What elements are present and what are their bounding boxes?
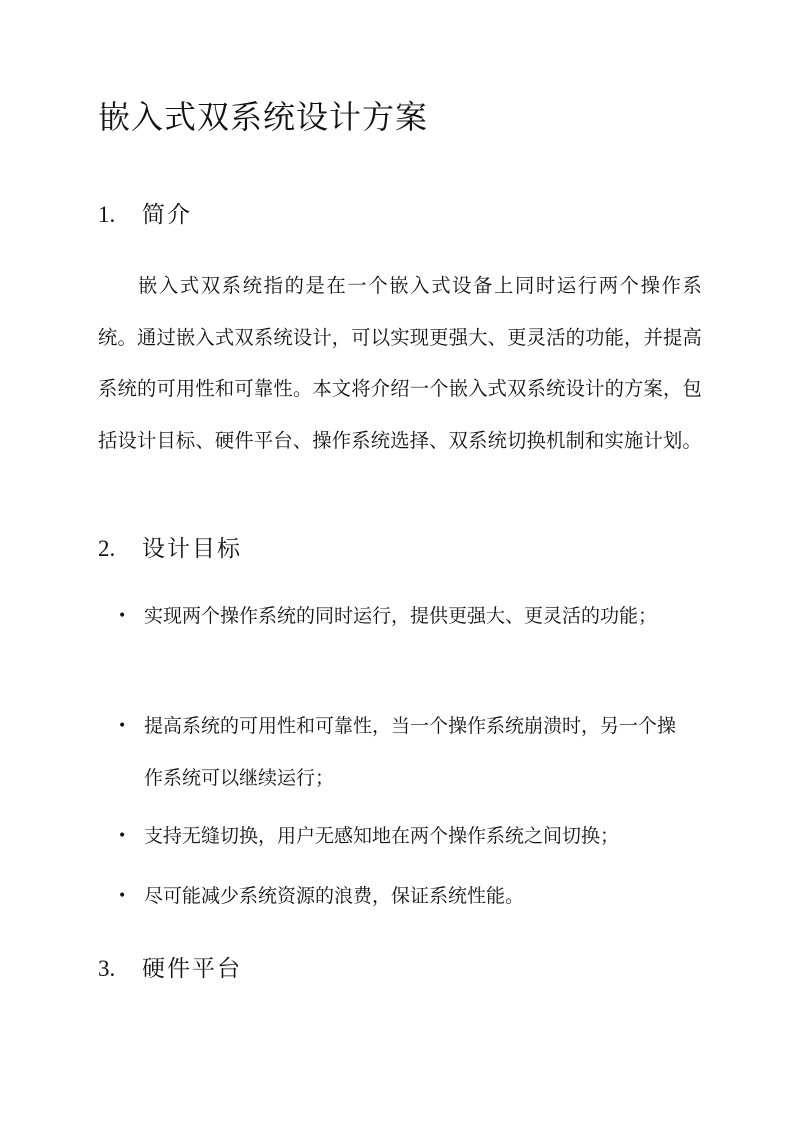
bullet-icon: • bbox=[118, 828, 127, 844]
section-heading-intro bbox=[98, 196, 192, 229]
section-title: 简介 bbox=[142, 202, 192, 228]
bullet-icon: • bbox=[118, 888, 127, 904]
list-item-text: 实现两个操作系统的同时运行，提供更强大、更灵活的功能； bbox=[144, 605, 658, 627]
intro-paragraph: 嵌入式双系统指的是在一个嵌入式设备上同时运行两个操作系统。通过嵌入式双系统设计，可以实现更强大、更灵活的功能，并提高系统的可用性和可靠性。本文将介绍一个嵌入式双系统设计的方案，包括设计目标、硬件平台、操作系统选择、双系统切换机制和实施计划。 bbox=[98, 274, 702, 452]
section-number: 2. bbox=[98, 536, 116, 561]
section-title: 设计目标 bbox=[142, 536, 242, 562]
section-number: 1. bbox=[98, 202, 116, 227]
section-title: 硬件平台 bbox=[142, 956, 242, 982]
document-title: 嵌入式双系统设计方案 bbox=[98, 98, 429, 136]
section-heading-goals bbox=[98, 530, 242, 563]
list-item bbox=[118, 810, 698, 862]
list-item bbox=[118, 870, 698, 922]
list-item-text: 支持无缝切换，用户无感知地在两个操作系统之间切换； bbox=[144, 825, 620, 847]
bullet-icon: • bbox=[118, 608, 127, 624]
list-item-text: 尽可能减少系统资源的浪费，保证系统性能。 bbox=[144, 885, 525, 907]
bullet-icon: • bbox=[118, 718, 127, 734]
list-item bbox=[118, 590, 698, 642]
section-heading-hardware bbox=[98, 950, 242, 983]
section-number: 3. bbox=[98, 956, 116, 981]
list-item bbox=[118, 700, 698, 804]
list-item-text: 提高系统的可用性和可靠性，当一个操作系统崩溃时，另一个操作系统可以继续运行； bbox=[144, 715, 677, 789]
